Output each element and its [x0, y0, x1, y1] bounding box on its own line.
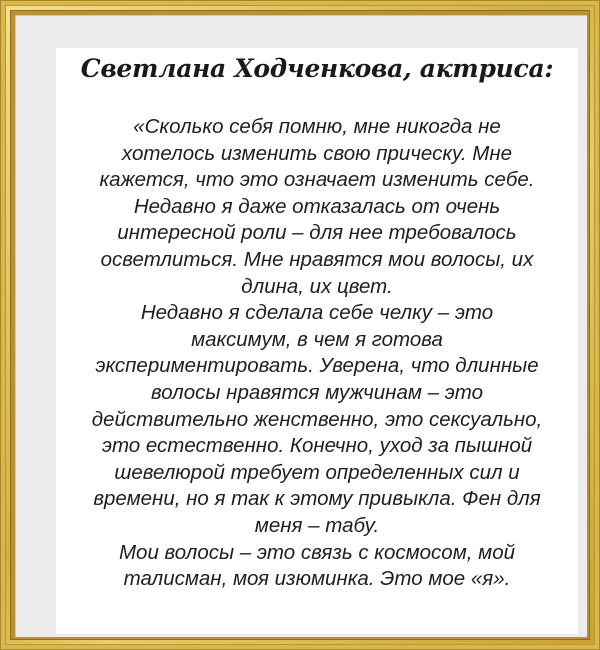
quote-text — [66, 114, 568, 593]
quote-line: меня – табу. — [254, 513, 380, 537]
quote-line: талисман, моя изюминка. Это мое «я». — [123, 567, 511, 591]
quote-line: Мои волосы – это связь с космосом, мой — [118, 540, 516, 564]
quote-line: времени, но я так к этому привыкла. Фен для — [93, 487, 541, 511]
quote-line: волосы нравятся мужчинам – это — [150, 380, 484, 404]
card-title: Светлана Ходченкова, актриса: — [80, 54, 554, 83]
quote-line: действительно женственно, это сексуально, — [91, 407, 543, 431]
quote-line: это естественно. Конечно, уход за пышной — [101, 434, 533, 458]
quote-line: хотелось изменить свою прическу. Мне — [121, 141, 513, 165]
quote-line: интересной роли – для нее требовалось — [117, 221, 517, 245]
quote-line: кажется, что это означает изменить себе. — [99, 168, 535, 192]
quote-line: Недавно я сделала себе челку – это — [140, 301, 494, 325]
quote-line: длина, их цвет. — [241, 274, 393, 298]
quote-line: максимум, в чем я готова — [191, 327, 443, 351]
quote-line: Недавно я даже отказалась от очень — [133, 194, 501, 218]
quote-line: шевелюрой требует определенных сил и — [114, 460, 520, 484]
quote-line: осветлиться. Мне нравятся мои волосы, их — [100, 247, 534, 271]
quote-card — [56, 48, 578, 634]
quote-line: «Сколько себя помню, мне никогда не — [133, 115, 501, 138]
quote-line: экспериментировать. Уверена, что длинные — [95, 354, 539, 378]
frame-mat — [15, 15, 587, 637]
